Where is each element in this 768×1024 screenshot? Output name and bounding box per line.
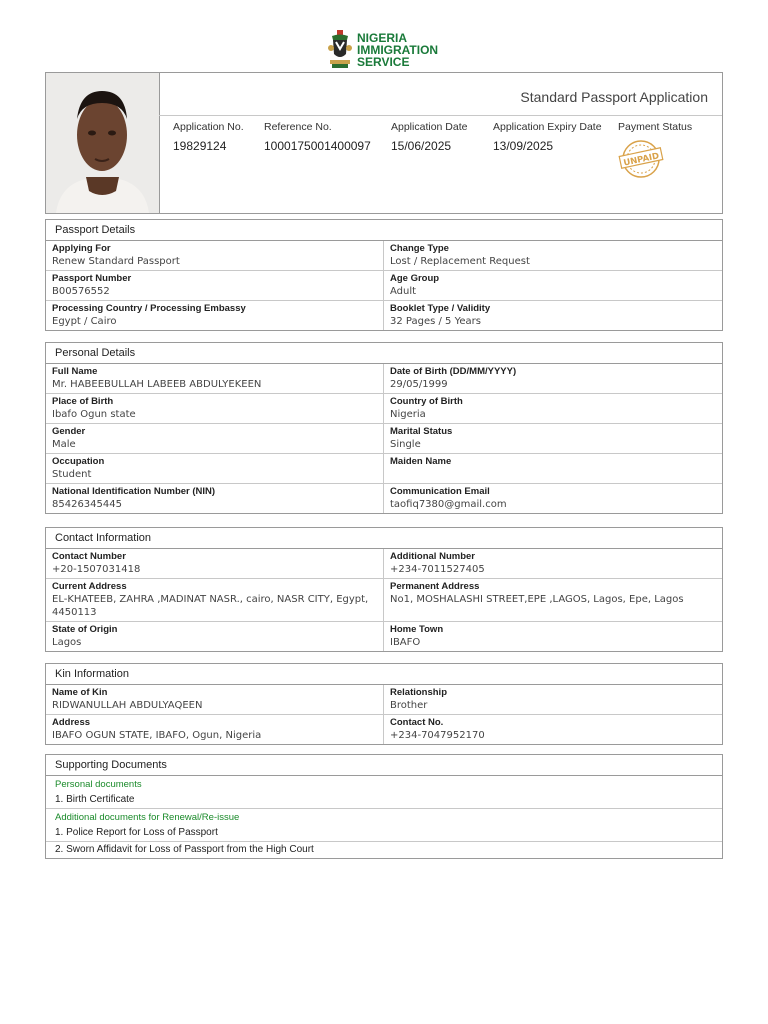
cell-label: Occupation (52, 456, 105, 467)
application-no-field (173, 121, 244, 153)
section-title: Supporting Documents (46, 755, 722, 776)
detail-cell (46, 622, 384, 651)
section-title: Personal Details (46, 343, 722, 364)
cell-label: Age Group (390, 273, 440, 284)
cell-label: Relationship (390, 687, 448, 698)
application-title: Standard Passport Application (520, 89, 708, 105)
cell-value: taofiq7380@gmail.com (390, 499, 507, 510)
document-group-label: Additional documents for Renewal/Re-issue (55, 812, 240, 823)
table-row (46, 622, 722, 651)
detail-cell (46, 685, 384, 714)
detail-cell (46, 454, 384, 483)
payment-status-field (618, 121, 692, 133)
personal-details-section (45, 342, 723, 514)
cell-label: Current Address (52, 581, 127, 592)
cell-value: Single (390, 439, 421, 450)
cell-value: 85426345445 (52, 499, 122, 510)
cell-label: Maiden Name (390, 456, 452, 467)
detail-cell (384, 579, 720, 621)
unpaid-stamp (618, 139, 664, 179)
cell-label: Contact No. (390, 717, 444, 728)
detail-cell (46, 484, 384, 513)
cell-label: Booklet Type / Validity (390, 303, 491, 314)
field-value: 19829124 (173, 139, 227, 153)
stamp-text: UNPAID (622, 151, 661, 169)
table-row (46, 579, 722, 622)
table-row (46, 364, 722, 394)
cell-value: EL-KHATEEB, ZAHRA ,MADINAT NASR., cairo, NASR CITY, Egypt, 4450113 (52, 594, 369, 618)
field-label: Application Date (391, 121, 468, 133)
cell-value: Egypt / Cairo (52, 316, 117, 327)
cell-value: 29/05/1999 (390, 379, 448, 390)
cell-value: Adult (390, 286, 417, 297)
application-date-field (391, 121, 467, 153)
detail-cell (46, 579, 384, 621)
detail-cell (384, 454, 720, 483)
cell-label: Communication Email (390, 486, 490, 497)
field-label: Application Expiry Date (493, 121, 602, 133)
detail-cell (384, 241, 720, 270)
cell-label: Contact Number (52, 551, 126, 562)
detail-cell (384, 394, 720, 423)
table-row (46, 549, 722, 579)
table-row (46, 271, 722, 301)
field-label: Payment Status (618, 121, 693, 133)
cell-value: Male (52, 439, 76, 450)
cell-value: Lagos (52, 637, 82, 648)
detail-cell (384, 484, 720, 513)
field-value: 13/09/2025 (493, 139, 554, 153)
cell-label: Home Town (390, 624, 444, 635)
cell-value: +234-7047952170 (390, 730, 485, 741)
cell-value: +20-1507031418 (52, 564, 141, 575)
cell-label: Date of Birth (DD/MM/YYYY) (390, 366, 517, 377)
logo-line-2: IMMIGRATION (357, 43, 439, 57)
detail-cell (384, 271, 720, 300)
field-value: 15/06/2025 (391, 139, 452, 153)
cell-value: Student (52, 469, 92, 480)
document-item: 1. Birth Certificate (46, 792, 722, 809)
contact-information-section (45, 527, 723, 652)
document-item: 1. Police Report for Loss of Passport (55, 827, 218, 838)
field-label: Application No. (173, 121, 244, 133)
expiry-date-field (493, 121, 602, 153)
cell-label: Country of Birth (390, 396, 463, 407)
passport-details-section (45, 219, 723, 331)
detail-cell (384, 622, 720, 651)
table-row (46, 484, 722, 513)
cell-label: Place of Birth (52, 396, 114, 407)
cell-label: Permanent Address (390, 581, 480, 592)
cell-value: IBAFO (390, 637, 421, 648)
applicant-photo (46, 73, 160, 213)
cell-label: Full Name (52, 366, 98, 377)
field-label: Reference No. (264, 121, 332, 133)
detail-cell (384, 685, 720, 714)
cell-label: State of Origin (52, 624, 118, 635)
document-group-label: Personal documents (55, 779, 142, 790)
detail-cell (46, 301, 384, 330)
cell-value: Lost / Replacement Request (390, 256, 530, 267)
cell-value: 32 Pages / 5 Years (390, 316, 481, 327)
table-row (46, 394, 722, 424)
cell-value: Renew Standard Passport (52, 256, 180, 267)
table-row (46, 454, 722, 484)
cell-value: Nigeria (390, 409, 426, 420)
application-header (45, 72, 723, 214)
header-divider (159, 115, 722, 116)
cell-label: Additional Number (390, 551, 475, 562)
table-row (46, 301, 722, 330)
detail-cell (46, 364, 384, 393)
document-item: 2. Sworn Affidavit for Loss of Passport from the High Court (46, 841, 722, 858)
table-row (46, 685, 722, 715)
detail-cell (46, 394, 384, 423)
detail-cell (384, 364, 720, 393)
section-title: Passport Details (46, 220, 722, 241)
detail-cell (46, 549, 384, 578)
table-row (46, 241, 722, 271)
cell-label: Marital Status (390, 426, 453, 437)
nis-logo (328, 30, 438, 70)
cell-value: B00576552 (52, 286, 110, 297)
detail-cell (46, 424, 384, 453)
reference-no-field (264, 121, 371, 153)
coat-of-arms-icon (328, 30, 352, 70)
cell-value: Ibafo Ogun state (52, 409, 136, 420)
detail-cell (384, 424, 720, 453)
cell-value: +234-7011527405 (390, 564, 485, 575)
logo-line-3: SERVICE (357, 55, 410, 69)
detail-cell (384, 301, 720, 330)
kin-information-section (45, 663, 723, 745)
cell-label: Applying For (52, 243, 111, 254)
section-title: Kin Information (46, 664, 722, 685)
section-title: Contact Information (46, 528, 722, 549)
field-value: 1000175001400097 (264, 139, 371, 153)
detail-cell (46, 271, 384, 300)
cell-value: RIDWANULLAH ABDULYAQEEN (52, 700, 203, 711)
cell-label: Change Type (390, 243, 449, 254)
cell-label: Address (52, 717, 91, 728)
cell-label: Passport Number (52, 273, 132, 284)
cell-value: Brother (390, 700, 428, 711)
detail-cell (46, 715, 384, 744)
detail-cell (384, 715, 720, 744)
table-row (46, 715, 722, 744)
supporting-documents-section (45, 754, 723, 859)
cell-label: Gender (52, 426, 86, 437)
logo-line-1: NIGERIA (357, 31, 408, 45)
cell-label: Name of Kin (52, 687, 108, 698)
cell-value: Mr. HABEEBULLAH LABEEB ABDULYEKEEN (52, 379, 262, 390)
detail-cell (384, 549, 720, 578)
detail-cell (46, 241, 384, 270)
table-row (46, 424, 722, 454)
cell-value: IBAFO OGUN STATE, IBAFO, Ogun, Nigeria (52, 730, 262, 741)
cell-label: National Identification Number (NIN) (52, 486, 216, 497)
cell-value: No1, MOSHALASHI STREET,EPE ,LAGOS, Lagos, Epe, Lagos (390, 594, 684, 605)
cell-label: Processing Country / Processing Embassy (52, 303, 246, 314)
